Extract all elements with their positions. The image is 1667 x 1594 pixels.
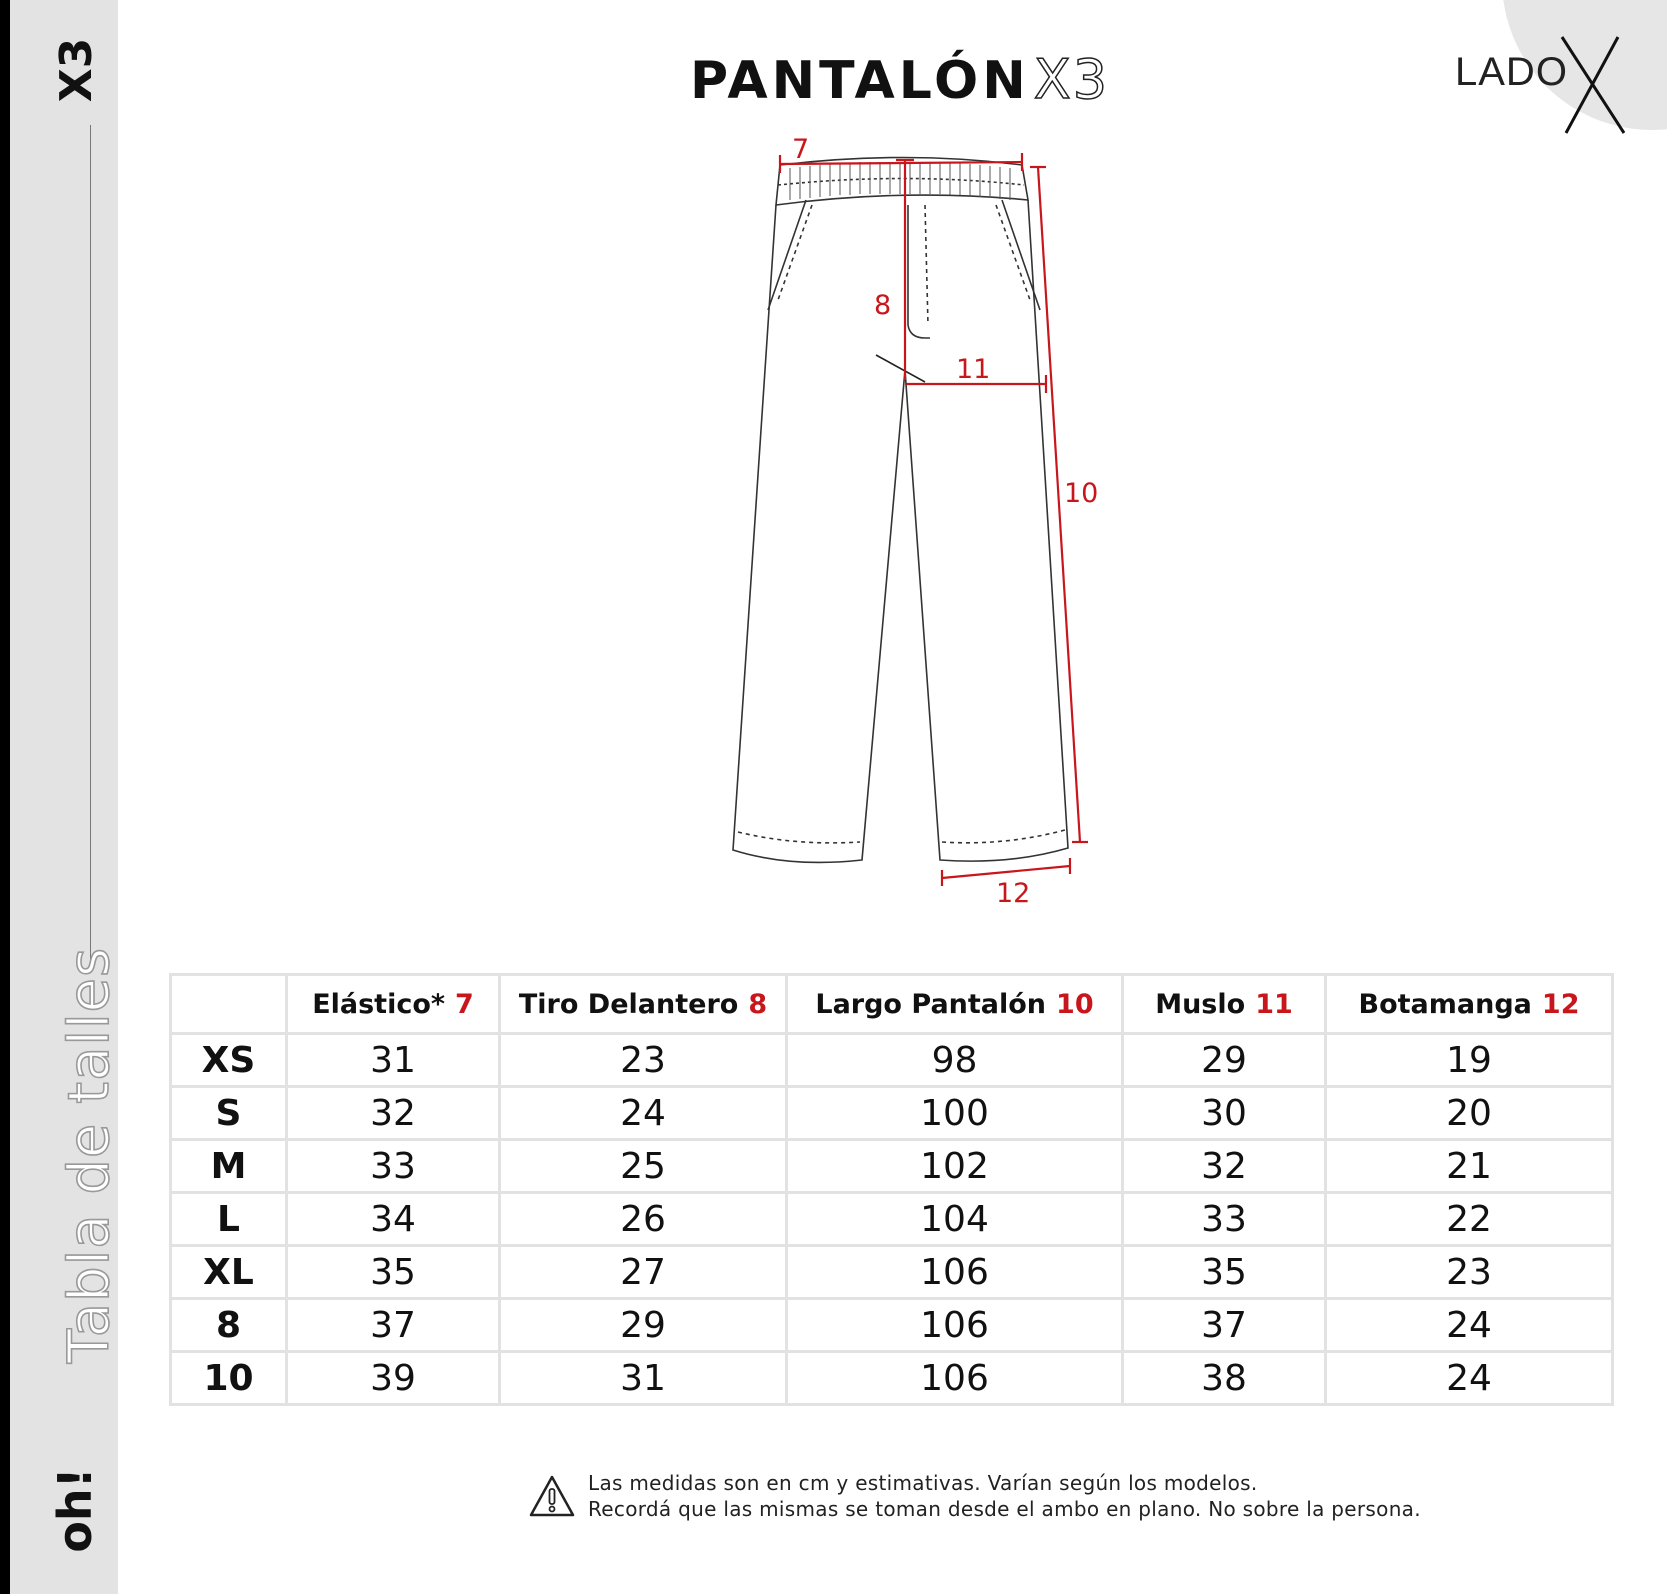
warning-icon: [528, 1474, 576, 1518]
measure-11-label: 11: [956, 354, 991, 385]
value-cell: 29: [1123, 1034, 1326, 1087]
value-cell: 24: [500, 1087, 787, 1140]
table-header-row: [171, 975, 1613, 1034]
note-line-1: Las medidas son en cm y estimativas. Varían según los modelos.: [588, 1471, 1258, 1495]
value-cell: 20: [1326, 1087, 1613, 1140]
note-line-2: Recordá que las mismas se toman desde el ambo en plano. No sobre la persona.: [588, 1497, 1421, 1521]
table-header-muslo: Muslo 11: [1123, 975, 1326, 1034]
table-header-largo: Largo Pantalón 10: [787, 975, 1123, 1034]
brand-logo: oh!: [48, 1467, 102, 1553]
value-cell: 30: [1123, 1087, 1326, 1140]
value-cell: 31: [500, 1352, 787, 1405]
size-cell: XS: [171, 1034, 287, 1087]
measure-7-label: 7: [792, 134, 810, 165]
value-cell: 22: [1326, 1193, 1613, 1246]
size-cell: M: [171, 1140, 287, 1193]
measure-7-line: [780, 162, 1022, 164]
value-cell: 102: [787, 1140, 1123, 1193]
table-row: [171, 1352, 1613, 1405]
value-cell: 104: [787, 1193, 1123, 1246]
value-cell: 31: [287, 1034, 500, 1087]
title-model: X3: [1033, 48, 1110, 111]
table-header-elastico: Elástico* 7: [287, 975, 500, 1034]
size-cell: 8: [171, 1299, 287, 1352]
value-cell: 37: [1123, 1299, 1326, 1352]
value-cell: 24: [1326, 1299, 1613, 1352]
value-cell: 29: [500, 1299, 787, 1352]
brand-word: LADO: [1455, 50, 1568, 94]
value-cell: 106: [787, 1352, 1123, 1405]
table-row: [171, 1246, 1613, 1299]
value-cell: 33: [1123, 1193, 1326, 1246]
value-cell: 21: [1326, 1140, 1613, 1193]
size-cell: XL: [171, 1246, 287, 1299]
value-cell: 24: [1326, 1352, 1613, 1405]
table-row: [171, 1299, 1613, 1352]
value-cell: 23: [1326, 1246, 1613, 1299]
side-title: Tabla de talles: [57, 946, 122, 1364]
value-cell: 35: [287, 1246, 500, 1299]
value-cell: 25: [500, 1140, 787, 1193]
table-row: [171, 1193, 1613, 1246]
size-cell: S: [171, 1087, 287, 1140]
value-cell: 39: [287, 1352, 500, 1405]
value-cell: 27: [500, 1246, 787, 1299]
table-header-botamanga: Botamanga 12: [1326, 975, 1613, 1034]
size-cell: L: [171, 1193, 287, 1246]
measure-12-line: [942, 866, 1070, 878]
value-cell: 35: [1123, 1246, 1326, 1299]
value-cell: 106: [787, 1299, 1123, 1352]
size-cell: 10: [171, 1352, 287, 1405]
value-cell: 19: [1326, 1034, 1613, 1087]
table-row: [171, 1140, 1613, 1193]
value-cell: 32: [287, 1087, 500, 1140]
value-cell: 106: [787, 1246, 1123, 1299]
size-table: [169, 973, 1614, 1406]
measure-12-label: 12: [996, 878, 1031, 909]
title-main: PANTALÓN: [690, 51, 1030, 111]
value-cell: 98: [787, 1034, 1123, 1087]
table-row: [171, 1034, 1613, 1087]
value-cell: 26: [500, 1193, 787, 1246]
value-cell: 38: [1123, 1352, 1326, 1405]
measure-8-label: 8: [874, 290, 892, 321]
value-cell: 34: [287, 1193, 500, 1246]
side-model-code: X3: [51, 37, 102, 103]
measurement-note: [528, 1470, 1421, 1522]
measure-10-label: 10: [1064, 478, 1099, 509]
value-cell: 37: [287, 1299, 500, 1352]
value-cell: 32: [1123, 1140, 1326, 1193]
table-header-tiro: Tiro Delantero 8: [500, 975, 787, 1034]
value-cell: 23: [500, 1034, 787, 1087]
value-cell: 100: [787, 1087, 1123, 1140]
value-cell: 33: [287, 1140, 500, 1193]
table-row: [171, 1087, 1613, 1140]
table-header-size: [171, 975, 287, 1034]
